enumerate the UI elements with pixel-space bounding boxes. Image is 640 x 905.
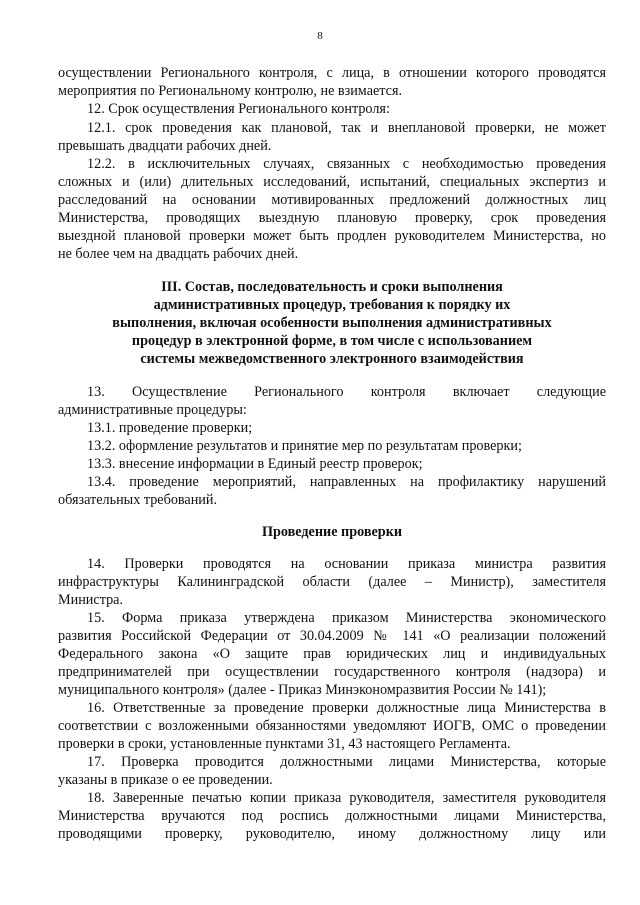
text-line: осуществлении Регионального контроля, с лица, в отношении которого проводятся: [58, 65, 606, 81]
text-line: обязательных требований.: [58, 492, 218, 508]
text-line: соответствии с возложенными обязанностями уведомляют ИОГВ, ОМС о проведении: [58, 718, 606, 734]
text-line: мероприятия по Региональному контролю, не взимается.: [58, 83, 403, 99]
text-line: 17. Проверка проводится должностными лицами Министерства, которые: [87, 754, 606, 770]
text-line: 12. Срок осуществления Регионального контроля:: [87, 101, 390, 117]
text-line: 12.2. в исключительных случаях, связанных с необходимостью проведения: [87, 156, 606, 172]
text-line: указаны в приказе о ее проведении.: [58, 772, 273, 788]
text-line: 15. Форма приказа утверждена приказом Министерства экономического: [87, 610, 606, 626]
text-line: административные процедуры:: [58, 402, 247, 418]
section-heading: административных процедур, требования к порядку их: [153, 297, 511, 313]
section-heading: III. Состав, последовательность и сроки выполнения: [161, 279, 503, 295]
section-heading: выполнения, включая особенности выполнения административных: [112, 315, 552, 331]
text-line: предпринимателей при осуществлении государственного контроля (надзора) и: [58, 664, 606, 680]
text-line: расследований на основании мотивированных предложений должностных лиц: [58, 192, 606, 208]
subsection-heading: Проведение проверки: [261, 524, 403, 540]
text-line: 14. Проверки проводятся на основании приказа министра развития: [87, 556, 606, 572]
text-line: превышать двадцати рабочих дней.: [58, 138, 272, 154]
text-line: Министерства вручаются под роспись должностными лицами Министерства,: [58, 808, 606, 824]
page-number: 8: [317, 30, 323, 42]
text-line: проводящими проверку, руководителю, иному должностному лицу или: [58, 826, 606, 842]
text-line: не более чем на двадцать рабочих дней.: [58, 246, 299, 262]
text-line: проверки в сроки, установленные пунктами 31, 43 настоящего Регламента.: [58, 736, 511, 752]
text-line: 13.3. внесение информации в Единый реестр проверок;: [87, 456, 423, 472]
section-heading: процедур в электронной форме, в том числе с использованием: [131, 333, 533, 349]
section-heading: системы межведомственного электронного взаимодействия: [140, 351, 524, 367]
text-line: 13. Осуществление Регионального контроля включает следующие: [87, 384, 606, 400]
text-line: сложных и (или) длительных исследований, испытаний, специальных экспертиз и: [58, 174, 606, 190]
text-line: Министерства, проводящих выездную плановую проверку, срок проведения: [58, 210, 606, 226]
text-line: 16. Ответственные за проведение проверки должностные лица Министерства в: [87, 700, 606, 716]
text-line: Министра.: [58, 592, 124, 608]
text-line: муниципального контроля» (далее - Приказ Минэкономразвития России № 141);: [58, 682, 547, 698]
text-line: инфраструктуры Калининградской области (далее – Министр), заместителя: [58, 574, 606, 590]
text-line: развития Российской Федерации от 30.04.2009 № 141 «О реализации положений: [58, 628, 606, 644]
text-line: 13.4. проведение мероприятий, направленных на профилактику нарушений: [87, 474, 606, 490]
text-line: 13.1. проведение проверки;: [87, 420, 253, 436]
text-line: 13.2. оформление результатов и принятие мер по результатам проверки;: [87, 438, 522, 454]
text-line: 12.1. срок проведения как плановой, так и внеплановой проверки, не может: [87, 120, 606, 136]
text-line: Федерального закона «О защите прав юридических лиц и индивидуальных: [58, 646, 606, 662]
text-line: выездной плановой проверки может быть продлен руководителем Министерства, но: [58, 228, 606, 244]
text-line: 18. Заверенные печатью копии приказа руководителя, заместителя руководителя: [87, 790, 606, 806]
